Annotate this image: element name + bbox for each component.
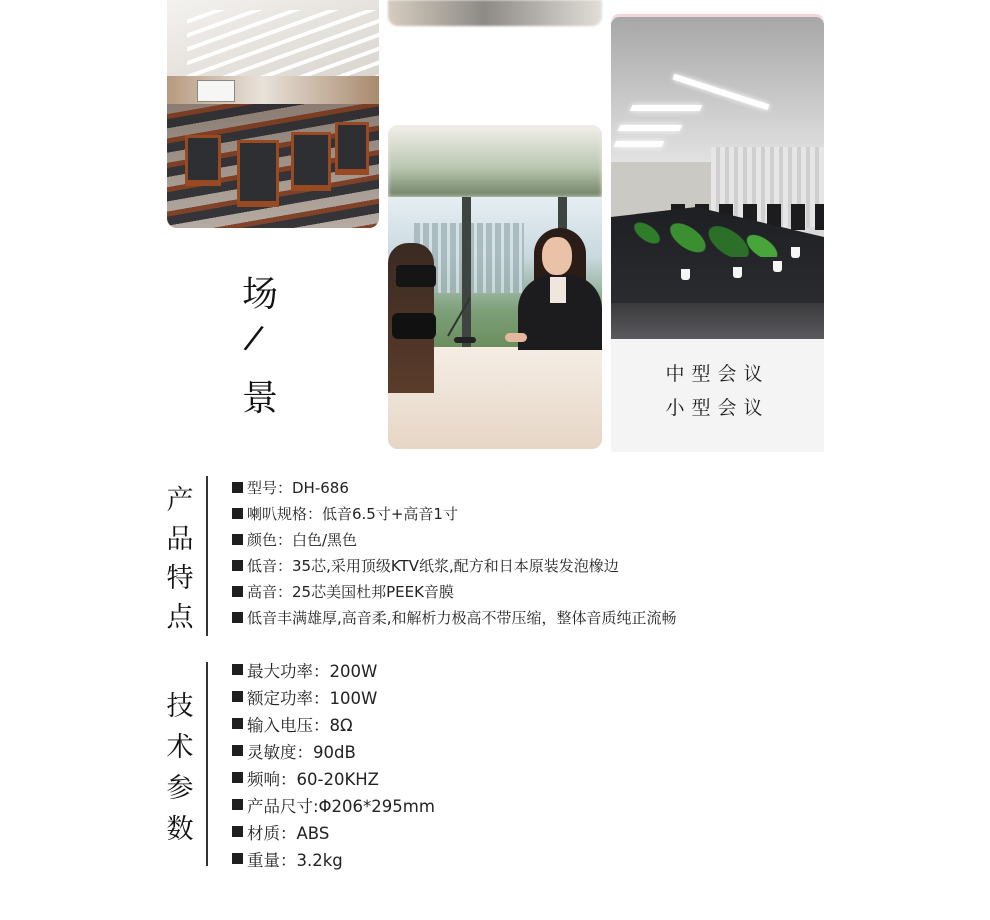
speaker-hand (505, 333, 527, 342)
list-item (232, 764, 435, 791)
window-post (462, 197, 471, 347)
param-text: 最大功率：200W (247, 661, 378, 681)
square-bullet-icon (232, 612, 243, 623)
square-bullet-icon (232, 534, 243, 545)
scene-caption-medium: 中型会议 (665, 363, 770, 385)
square-bullet-icon (232, 586, 243, 597)
params-title-char: 数 (166, 814, 194, 845)
features-title-char: 品 (166, 524, 194, 555)
params-divider (206, 662, 208, 866)
square-bullet-icon (232, 745, 243, 756)
meeting-room-photo (611, 17, 824, 339)
speaker-face (542, 237, 572, 275)
square-bullet-icon (232, 691, 243, 702)
square-bullet-icon (232, 664, 243, 675)
param-text: 频响：60-20KHZ (247, 769, 379, 789)
square-bullet-icon (232, 560, 243, 571)
tea-cup (791, 247, 800, 258)
square-bullet-icon (232, 799, 243, 810)
scene-title-slash: / (241, 317, 266, 359)
ceiling-light (614, 141, 665, 147)
list-item (232, 552, 677, 578)
hall-chair (185, 135, 221, 186)
tea-cup (773, 261, 782, 272)
param-text: 额定功率：100W (247, 688, 378, 708)
list-item (232, 710, 435, 737)
list-item (232, 604, 677, 630)
list-item (232, 526, 677, 552)
hall-ceiling (167, 0, 379, 82)
square-bullet-icon (232, 482, 243, 493)
params-title-char: 参 (166, 773, 194, 804)
params-list (232, 656, 435, 872)
square-bullet-icon (232, 718, 243, 729)
list-item (232, 845, 435, 872)
features-title-char: 点 (166, 602, 194, 633)
square-bullet-icon (232, 826, 243, 837)
features-list (232, 474, 677, 630)
feature-text: 高音：25芯美国杜邦PEEK音膜 (247, 582, 454, 601)
interview-blur-band (388, 125, 602, 197)
list-item (232, 737, 435, 764)
scene-caption-small: 小型会议 (665, 397, 770, 419)
param-text: 材质：ABS (247, 823, 330, 843)
feature-text: 喇叭规格：低音6.5寸+高音1寸 (247, 504, 458, 523)
lecture-hall-photo (167, 0, 379, 228)
meeting-room-panel (611, 14, 824, 452)
feature-text: 颜色：白色/黑色 (247, 530, 358, 549)
tea-cup (733, 267, 742, 278)
features-title-char: 特 (166, 563, 194, 594)
param-text: 输入电压：8Ω (247, 715, 353, 735)
microphone-base (454, 337, 476, 343)
meeting-foreground (611, 303, 824, 339)
hall-chair (335, 122, 369, 175)
square-bullet-icon (232, 508, 243, 519)
features-section-title (160, 478, 200, 634)
features-title-char: 产 (166, 485, 194, 516)
ceiling-light (618, 125, 683, 131)
params-title-char: 术 (166, 732, 194, 763)
hall-chair (291, 132, 331, 191)
list-item (232, 683, 435, 710)
feature-text: 低音丰满雄厚,高音柔,和解析力极高不带压缩，整体音质纯正流畅 (247, 608, 677, 627)
ceiling-light (630, 105, 703, 111)
camera (392, 313, 436, 339)
list-item (232, 791, 435, 818)
camera (396, 265, 436, 287)
list-item (232, 500, 677, 526)
scene-title-char: 场 (242, 274, 279, 315)
tea-cup (681, 269, 690, 280)
hall-chair (237, 140, 279, 207)
params-title-char: 技 (166, 691, 194, 722)
hall-screen (197, 80, 235, 102)
param-text: 重量：3.2kg (247, 850, 343, 870)
square-bullet-icon (232, 772, 243, 783)
param-text: 产品尺寸:Φ206*295mm (247, 796, 435, 816)
features-divider (206, 476, 208, 636)
feature-text: 型号：DH-686 (247, 478, 349, 497)
list-item (232, 578, 677, 604)
scene-title-char: 景 (242, 378, 279, 419)
speaker-shirt (550, 277, 566, 303)
list-item (232, 474, 677, 500)
feature-text: 低音：35芯,采用顶级KTV纸浆,配方和日本原装发泡橡边 (247, 556, 619, 575)
param-text: 灵敏度：90dB (247, 742, 356, 762)
blurred-photo-strip (388, 0, 602, 26)
interview-photo (388, 125, 602, 449)
params-section-title (160, 684, 200, 848)
list-item (232, 656, 435, 683)
list-item (232, 818, 435, 845)
square-bullet-icon (232, 853, 243, 864)
